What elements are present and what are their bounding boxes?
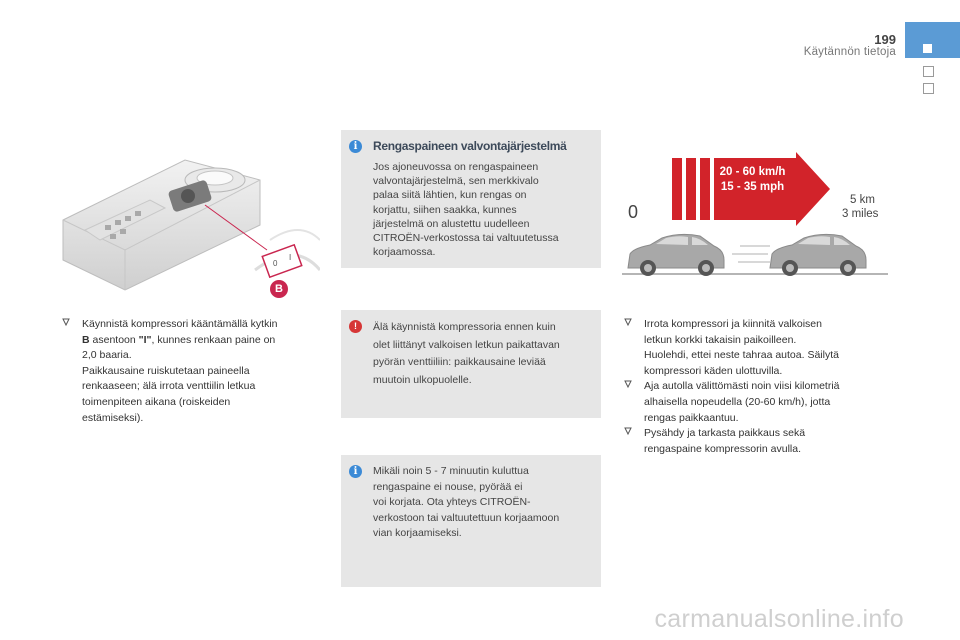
car-icon xyxy=(770,234,866,276)
info-icon: i xyxy=(349,140,362,153)
page-number: 199 xyxy=(874,32,896,47)
section-title: Käytännön tietoja xyxy=(803,46,896,58)
callout-b-badge: B xyxy=(270,280,288,298)
warning-line: olet liittänyt valkoisen letkun paikattavan xyxy=(373,338,560,351)
warning-line: muutoin ulkopuolelle. xyxy=(373,373,472,386)
warning-line: pyörän venttiiliin: paikkausaine leviää xyxy=(373,356,546,368)
tpms-info-box xyxy=(341,130,601,268)
start-label: 0 xyxy=(628,202,639,222)
right-bullet-item xyxy=(624,317,894,379)
left-line: 2,0 baaria. xyxy=(82,349,132,362)
repair-line: verkostoon tai valtuutettuun korjaamoon xyxy=(373,511,560,524)
warning-line: Älä käynnistä kompressoria ennen kuin xyxy=(373,321,556,333)
right-line: letkun korkki takaisin paikoilleen. xyxy=(644,333,797,346)
distance-km: 5 km xyxy=(850,194,875,206)
tpms-heading: Rengaspaineen valvontajärjestelmä xyxy=(373,139,567,153)
right-line: rengas paikkaantuu. xyxy=(644,411,739,424)
left-line: B asentoon "I", kunnes renkaan paine on xyxy=(82,333,276,346)
chapter-marker xyxy=(923,83,934,94)
speed-mph: 15 - 35 mph xyxy=(720,181,785,193)
right-line: kompressori käden ulottuvilla. xyxy=(644,364,783,377)
repair-line: Mikäli noin 5 - 7 minuutin kuluttua xyxy=(373,465,529,477)
chapter-marker-active xyxy=(923,44,932,53)
left-instructions xyxy=(62,317,330,426)
right-instructions xyxy=(624,317,894,457)
tpms-text xyxy=(373,160,598,259)
chapter-tab xyxy=(905,22,960,58)
bullet-marker-icon xyxy=(624,426,632,442)
tpms-line: järjestelmä on alustettu uudelleen xyxy=(373,217,530,230)
right-line: rengaspaine kompressorin avulla. xyxy=(644,442,802,455)
right-bullet-item xyxy=(624,426,894,457)
watermark: carmanualsonline.info xyxy=(654,605,904,633)
left-line: estämiseksi). xyxy=(82,411,144,424)
tpms-line: palaa siitä lähtien, kun rengas on xyxy=(373,189,527,202)
right-line: Aja autolla välittömästi noin viisi kilometriä xyxy=(644,380,840,393)
tpms-line: CITROËN-verkostossa tai valtuutetussa xyxy=(373,232,559,245)
repair-line: vian korjaamiseksi. xyxy=(373,527,462,540)
repair-line: voi korjata. Ota yhteys CITROËN- xyxy=(373,496,531,509)
distance-miles: 3 miles xyxy=(842,208,879,220)
left-line: renkaaseen; älä irrota venttiilin letkua xyxy=(82,380,256,393)
tpms-line: korjaamossa. xyxy=(373,246,436,259)
compressor-illustration xyxy=(55,150,320,300)
right-line: Huolehdi, ettei neste tahraa autoa. Säilytä xyxy=(644,349,839,362)
car-icon xyxy=(628,234,724,276)
bullet-marker-icon xyxy=(62,317,70,333)
speed-distance-diagram xyxy=(620,150,900,280)
distance-label xyxy=(842,193,878,221)
info-icon: i xyxy=(349,465,362,478)
repair-failure-info-box xyxy=(341,455,601,587)
tpms-line: Jos ajoneuvossa on rengaspaineen xyxy=(373,161,539,173)
bullet-marker-icon xyxy=(624,379,632,395)
warning-icon: ! xyxy=(349,320,362,333)
left-bullet-item xyxy=(62,317,330,426)
warning-box xyxy=(341,310,601,418)
tpms-line: korjattu, siihen saakka, kunnes xyxy=(373,203,517,216)
right-line: alhaisella nopeudella (20-60 km/h), jotta xyxy=(644,395,831,408)
speed-range-label xyxy=(710,165,795,195)
right-line: Irrota kompressori ja kiinnitä valkoisen xyxy=(644,318,822,330)
chapter-marker xyxy=(923,66,934,77)
left-line: Käynnistä kompressori kääntämällä kytkin xyxy=(82,318,278,330)
switch-label-1: I xyxy=(289,253,292,262)
speed-kmh: 20 - 60 km/h xyxy=(719,166,786,178)
right-bullet-item xyxy=(624,379,894,426)
repair-line: rengaspaine ei nouse, pyörää ei xyxy=(373,480,523,493)
switch-label-0: 0 xyxy=(273,259,278,268)
warning-text xyxy=(373,319,598,389)
left-line: Paikkausaine ruiskutetaan paineella xyxy=(82,364,250,377)
bullet-marker-icon xyxy=(624,317,632,333)
tpms-line: valvontajärjestelmä, sen merkkivalo xyxy=(373,175,539,188)
left-line: toimenpiteen aikana (roiskeiden xyxy=(82,395,231,408)
right-line: Pysähdy ja tarkasta paikkaus sekä xyxy=(644,427,806,440)
repair-failure-text xyxy=(373,464,598,542)
